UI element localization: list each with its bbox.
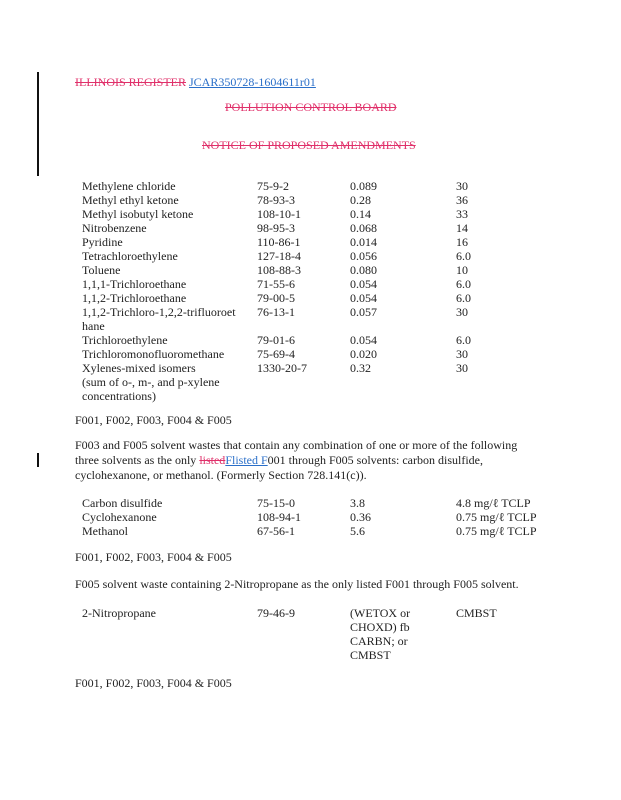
inserted-text: Flisted F (225, 453, 268, 467)
deleted-text: listed (199, 453, 226, 467)
waste-codes-1: F001, F002, F003, F004 & F005 (75, 413, 232, 427)
change-bar-middle (37, 453, 39, 467)
waste-codes-3: F001, F002, F003, F004 & F005 (75, 676, 232, 690)
board-title: POLLUTION CONTROL BOARD (225, 100, 397, 114)
notice-title: NOTICE OF PROPOSED AMENDMENTS (202, 138, 416, 152)
paragraph-f003-f005: F003 and F005 solvent wastes that contain any combination of one or more of the following three solvents as the only listedFlisted F001 through F005 solvents: carbon disulfide, cyclohexanone, or methanol. (Formerly Section 728.141(c)). (75, 438, 518, 482)
register-inserted-text: JCAR350728-1604611r01 (189, 75, 316, 89)
register-deleted-text: ILLINOIS REGISTER (75, 75, 186, 89)
document-page: ILLINOIS REGISTER JCAR350728-1604611r01 POLLUTION CONTROL BOARD NOTICE OF PROPOSED AMENDMENTS Methylene chloride 75-9-2 0.089 30 Methyl ethyl ketone 78-93-3 0.28 36 Methyl isobutyl ketone 108-10-1 0.14 33 Nitrobenzene 98-95-3 0.068 14 Pyridine 110-86-1 0.014 16 Tetrachloroethylene 127-18-4 0.056 6.0 Toluene 108-88-3 0.080 10 1,1,1-Trichloroethane 71-55-6 0.054 6.0 1,1,2-Trichloroethane 79-00-5 0.054 6.0 1,1,2-Trichloro-1,2,2-trifluoroet 76-13-1 0.057 30 hane Trichloroethylene 79-01-6 0.054 6.0 Trichloromonofluoromethane 75-69-4 0.020 30 Xylenes-mixed isomers 1330-20-7 0.32 30 (sum of o-, m-, and p-xylene concentrations) F001, F002, F003, F004 & F005 F003 and F005 solvent wastes that contain any combination of one or more of the following three solvents as the only listedFlisted F001 through F005 solvents: carbon disulfide, cyclohexanone, or methanol. (Formerly Section 728.141(c)). Carbon disulfide 75-15-0 3.8 4.8 mg/ℓ TCLP Cyclohexanone 108-94-1 0.36 0.75 mg/ℓ TCLP Methanol 67-56-1 5.6 0.75 mg/ℓ TCLP F001, F002, F003, F004 & F005 F005 solvent waste containing 2-Nitropropane as the only listed F001 through F005 solvent. 2-Nitropropane 79-46-9 (WETOX or CMBST CHOXD) fb CARBN; or CMBST F001, F002, F003, F004 & F005 (0, 0, 621, 800)
change-bar-top (37, 72, 39, 176)
paragraph-f005: F005 solvent waste containing 2-Nitropropane as the only listed F001 through F005 solvent. (75, 577, 519, 591)
register-header (75, 75, 316, 90)
waste-codes-2: F001, F002, F003, F004 & F005 (75, 550, 232, 564)
